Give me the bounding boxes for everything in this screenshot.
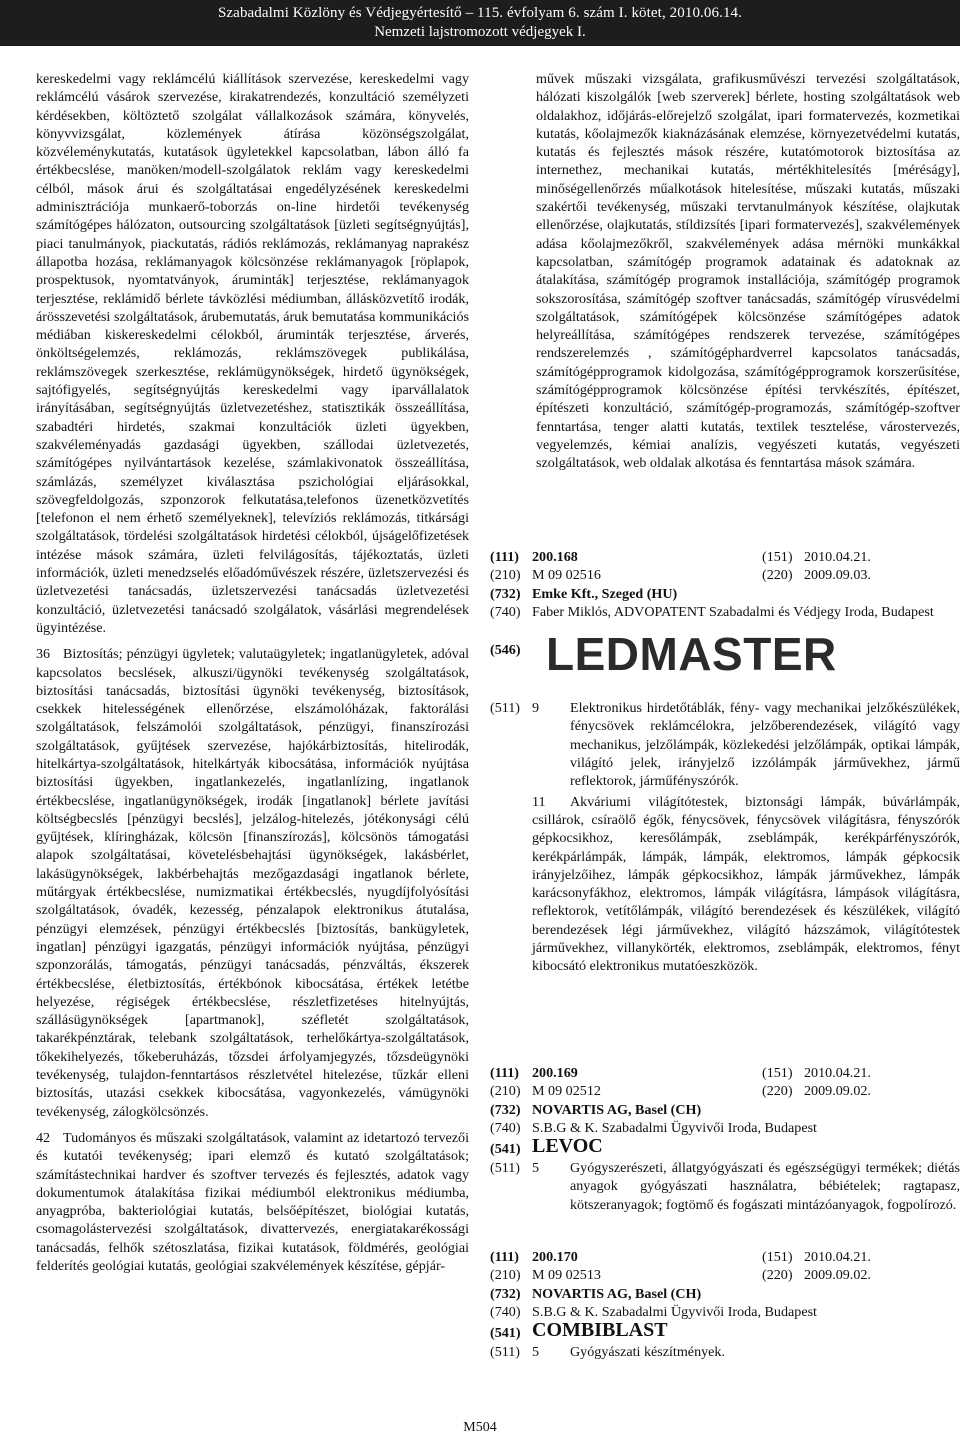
trademark-entry (490, 548, 960, 976)
page-header (0, 0, 960, 46)
registration-date: 2010.04.21. (804, 549, 871, 565)
holder-name: NOVARTIS AG, Basel (CH) (532, 1285, 702, 1302)
class-42-text: Tudományos és műszaki szolgáltatások, valamint az idetartozó tervezői és kutatói tevékenység; ipari elemző és kutató szolgáltatások; számítástechnikai hardver és szoftver tervezés és fejlesztés, adatok vagy dokumentumok átalakítása fizikai médiumból elektronikus médiumba, anyagpróba, bakteriológiai kutatás, belsőépítészet, biológiai kutatás, csomagolástervezési szolgáltatások, divattervezés, energiatakarékossági tanácsadás, felhők szétoszlatása, fizikai kutatások, földmérés, geológiai felderítés geológiai kutatás, geológiai szakvélemények készítése, gépjár- (36, 1129, 469, 1274)
registration-number: 200.169 (532, 1065, 578, 1081)
holder-name: NOVARTIS AG, Basel (CH) (532, 1101, 702, 1118)
trademark-entry (490, 1248, 960, 1361)
field-code: (740) (490, 603, 521, 620)
field-code: (111) (490, 1065, 519, 1081)
section-title: Nemzeti lajstromozott védjegyek I. (374, 24, 586, 40)
goods-list: Gyógyszerészeti, állatgyógyászati és egészségügyi termékek; diétás anyagok gyógyászati használatra, bébiételek; ragtapasz, kötszeranyagok; fogtömő és fogászati mintázóanyagok, fogpolírozó. (570, 1160, 960, 1213)
field-code: (151) (762, 549, 793, 565)
left-column (36, 70, 469, 1275)
filing-date: 2009.09.02. (804, 1083, 871, 1100)
field-code: (210) (490, 567, 521, 584)
field-code: (546) (490, 642, 521, 659)
field-code: (740) (490, 1303, 521, 1320)
field-code: (740) (490, 1119, 521, 1136)
registration-number: 200.168 (532, 549, 578, 565)
application-number: M 09 02516 (532, 567, 601, 584)
field-code: (511) (490, 700, 521, 717)
field-code: (732) (490, 1101, 521, 1118)
field-code: (220) (762, 567, 793, 584)
class-36-block (36, 645, 469, 1121)
registration-date: 2010.04.21. (804, 1065, 871, 1081)
class-36-text: Biztosítás; pénzügyi ügyletek; valutaügyletek; ingatlanügyletek, adóval kapcsolatos becslések, alkuszi/ügynöki tevékenység szolgáltatások, biztosítási tanácsadás, biztosítási ügynöki tevékenység, biztosítások, csekkek hitelességének ellenőrzése, elszámolóházak, faktorálási szolgáltatások, felszámolói szolgáltatások, pénzügyi, finanszírozási szolgáltatások, gyűjtések szervezése, hajókárbiztosítás, hitelirodák, hitelkártya-szolgáltatások, hitelkártyák kibocsátása, információk nyújtása biztosítási ügyekben, ingatlankezelés, ingatlanlízing, ingatlanok értékbecslése, ingatlanügynökségek, irodák [ingatlanok] bérlete javítási költségbecslés [pénzügyi becslés], jelzálog-hitelezés, jótékonysági célú gyűjtések, klíringházak, kölcsön [finanszírozás], kölcsönös támogatási alapok szolgáltatásai, követelésbehajtási ügynökségek, lakásbérlet, lakásügynökségek, lakbérbehajtás mezőgazdasági ingatlanok bérlete, műtárgyak értékbecslése, numizmatikai értékbecslés, nyugdíjfolyósítási szolgáltatások, óvadék, kezesség, pénzalapok elektronikus átutalása, pénzügyi elemzések, pénzügyi értékbecslés [biztosítás, bankügyletek, ingatlan] pénzügyi igazgatás, pénzügyi információk nyújtása, pénzügyi szponzorálás, támogatás, pénzügyi tanácsadás, pénzváltás, ékszerek értékbecslése, életbiztosítás, értékbónok kibocsátása, értékek letétbe helyezése, régiségek értékbecslése, részletfizetéses hitelnyújtás, szállásügynökségek [apartmanok], széfletét szolgáltatások, takarékpénztárak, telebank szolgáltatások, terhelőkártya-szolgáltatások, tőkekihelyezés, tőkeberuházás, tőzsdei árfolyamjegyzés, tőzsdeügynöki tevékenység, tulajdon-fenntartásos részletvétel hitelezése, tűzkár elleni biztosítás, utazási csekkek kibocsátása, vagyonkezelés, vámügynöki tevékenység, zálogkölcsönzés. (36, 646, 469, 1120)
journal-title: Szabadalmi Közlöny és Védjegyértesítő – 115. évfolyam 6. szám I. kötet, 2010.06.14. (217, 5, 743, 21)
goods-list: Elektronikus hirdetőtáblák, fény- vagy mechanikai jelzőkészülékek, fénycsövek reklámcélokra, jelzőberendezések, világító vagy mechanikus, jelzőlámpák, közlekedési jelzőlámpák, optikai lámpák, világító jelek, irányjelző izzólámpák járművekhez, jármű reflektorok, járműfényszórók. (570, 700, 960, 790)
application-number: M 09 02512 (532, 1083, 601, 1100)
class-42-number: 42 (36, 1129, 51, 1146)
field-code: (732) (490, 585, 521, 602)
field-code: (541) (490, 1141, 521, 1158)
word-mark: COMBIBLAST (532, 1319, 668, 1342)
goods-list: Gyógyászati készítmények. (570, 1344, 725, 1361)
page-number: M504 (463, 1420, 497, 1435)
representative: Faber Miklós, ADVOPATENT Szabadalmi és Védjegy Iroda, Budapest (532, 603, 934, 620)
filing-date: 2009.09.02. (804, 1267, 871, 1284)
class-number: 9 (532, 700, 540, 717)
field-code: (111) (490, 1249, 519, 1265)
representative: S.B.G & K. Szabadalmi Ügyvivői Iroda, Budapest (532, 1303, 817, 1320)
application-number: M 09 02513 (532, 1267, 601, 1284)
holder-name: Emke Kft., Szeged (HU) (532, 585, 678, 602)
class-42-block (36, 1129, 469, 1275)
field-code: (732) (490, 1285, 521, 1302)
field-code: (151) (762, 1065, 793, 1081)
class-number: 5 (532, 1160, 540, 1177)
class-number: 11 (532, 793, 546, 810)
class-number: 5 (532, 1344, 540, 1361)
field-code: (151) (762, 1249, 793, 1265)
class-42-continuation: művek műszaki vizsgálata, grafikusművészi tervezési szolgáltatások, hálózati kiszolgálók [web szerverek] bérlete, hosting szolgáltatások web oldalakhoz, időjárás-előrejelző szolgálat, ipari formatervezés, kozmetikai kutatás, kőolajmezők kiaknázásának elemzése, környezetvédelmi kutatás, kutatás és fejlesztés mások részére, kutatómotorok biztosítása az internethez, mechanikai kutatás, mértékhitelesítés [méréságy], minőségellenőrzés műalkotások hitelesítése, műszaki kutatás, műszaki szakértői tevékenység, műszaki tervtanulmányok készítése, olajkutak ellenőrzése, olajkutatás, stíldizsítés [ipari formatervezés], szakvélemények adása kőolajmezőkről, szakvélemények adása mérnöki munkákkal kapcsolatban, számítógép programok adatainak és adatoknak az átalakítása, számítógép programok installációja, számítógép programok sokszorosítása, számítógép szoftver tanácsadás, számítógép vírusvédelmi szolgáltatások, számítógépek kölcsönzése számítógépes adatok helyreállítása, számítógépes rendszerek tervezése, számítógépes rendszerelemzés , számítógéphardverrel kapcsolatos tanácsadás, számítógépprogramok kidolgozása, számítógépprogramok korszerűsítése, számítógépprogramok kölcsönzése építési tervkészítés, építészet, építészeti konzultáció, számítógép-programozás, számítógép-szoftver fenntartása, tenger alatti kutatás, textilek tesztelése, várostervezés, vegyelemzés, kémiai analízis, vegyészeti kutatás, vegyészeti szolgáltatások, web oldalak alkotása és fenntartása mások számára. (536, 71, 960, 472)
word-mark: LEVOC (532, 1135, 603, 1158)
field-code: (511) (490, 1344, 521, 1361)
goods-list: Akváriumi világítótestek, biztonsági lámpák, búvárlámpák, csillárok, csíraölő égők, fénycsövek, fénycsövek világításra, fényszórók gépkocsikhoz, keresőlámpák, zseblámpák, kerékpárfényszórók, kerékpárlámpák, lámpák, lámpák, elektromos, lámpák gépkocsik irányjelzőihez, lámpák gépkocsikhoz, lámpák járművekhez, lámpák karácsonyfákhoz, elektromos, lámpák világításra, lámpások világításra, reflektorok, vetítőlámpák, világító berendezések és készülékek, világító berendezések légi járművekhez, világító házszámok, világítótestek járművekhez, villanykörték, elektromos, zseblámpák, elektromos, fényt kibocsátó elektronikus mutatóeszközök. (532, 793, 960, 975)
ledmaster-logo (546, 629, 837, 679)
class-36-number: 36 (36, 646, 51, 663)
field-code: (220) (762, 1083, 793, 1100)
field-code: (220) (762, 1267, 793, 1284)
trademark-entry (490, 1064, 960, 1214)
representative: S.B.G & K. Szabadalmi Ügyvivői Iroda, Budapest (532, 1119, 817, 1136)
registration-date: 2010.04.21. (804, 1249, 871, 1265)
field-code: (111) (490, 549, 519, 565)
registration-number: 200.170 (532, 1249, 578, 1265)
logo-wordmark: LEDMASTER (546, 628, 837, 681)
class-35-continuation: kereskedelmi vagy reklámcélú kiállítások szervezése, kereskedelmi vagy reklámcélú vásárok szervezése, kirakatrendezés, konzultáció személyzeti kérdésekben, költöztető szolgálat vállalkozások számára, könyvelés, könyvvizsgálat, közlemények átírása közönségszolgálat, közvéleménykutatás, kutatások ügyletekkel kapcsolatban, lábon álló fa értékbecslése, manöken/modell-szolgálatok reklám vagy kereskedelmi célból, mások árui és szolgáltatásai engedélyzésének kereskedelmi adminisztrációja munkaerő-toborzás on-line hirdetői tevékenység számítógépes hálózaton, outsourcing szolgáltatások [üzleti segítségnyújtás], piaci tanulmányok, piackutatás, rádiós reklámozás, reklámanyag naprakész állapotba hozása, reklámanyagok kölcsönzése reklámanyagok [röplapok, prospektusok, nyomtatványok, áruminták] terjesztése, reklámanyagok terjesztése, reklámidő bérlete távközlési médiumban, állásközvetítő irodák, árösszevetési szolgáltatások, árubemutatás, áruk bemutatása kommunikációs médiában kiskereskedelmi célokból, áruminták terjesztése, árverés, önköltségelemzés, reklámozás, reklámszövegek publikálása, reklámszövegek szerkesztése, reklámügynökségek, hirdető ügynökségek, sajtófigyelés, segítségnyújtás kereskedelmi vagy iparvállalatok irányításában, segítségnyújtás üzletvezetéshez, statisztikák összeállítása, szabadtéri hirdetés, szakmai konzultációk üzleti ügyekben, szakvéleményadás gazdasági ügyekben, szállodai üzletvezetés, számítógépes nyilvántartások kezelése, számlakivonatok összeállítása, számlázás, személyzet kiválasztása pszichológiai eljárásokkal, szövegfeldolgozás, szponzorok felkutatása,telefonos üzenetközvetítés [telefonon el nem érhető személyeknek], televíziós reklámozás, titkársági szolgáltatások, tördelési szolgáltatások hirdetési célokból, újságelőfizetések intézése mások számára, üzleti felvilágosítás, tájékoztatás, üzleti információk, üzleti menedzselés előadóművészek részére, üzletszervezési és üzletvezetési tanácsadás, üzletszervezési tanácsadás üzletvezetési konzultáció, üzletvezetési tanácsadó szolgálatok, vásárlási megrendelések ügyintézése. (36, 71, 469, 636)
filing-date: 2009.09.03. (804, 567, 871, 584)
field-code: (541) (490, 1325, 521, 1342)
field-code: (210) (490, 1267, 521, 1284)
field-code: (511) (490, 1160, 521, 1177)
field-code: (210) (490, 1083, 521, 1100)
